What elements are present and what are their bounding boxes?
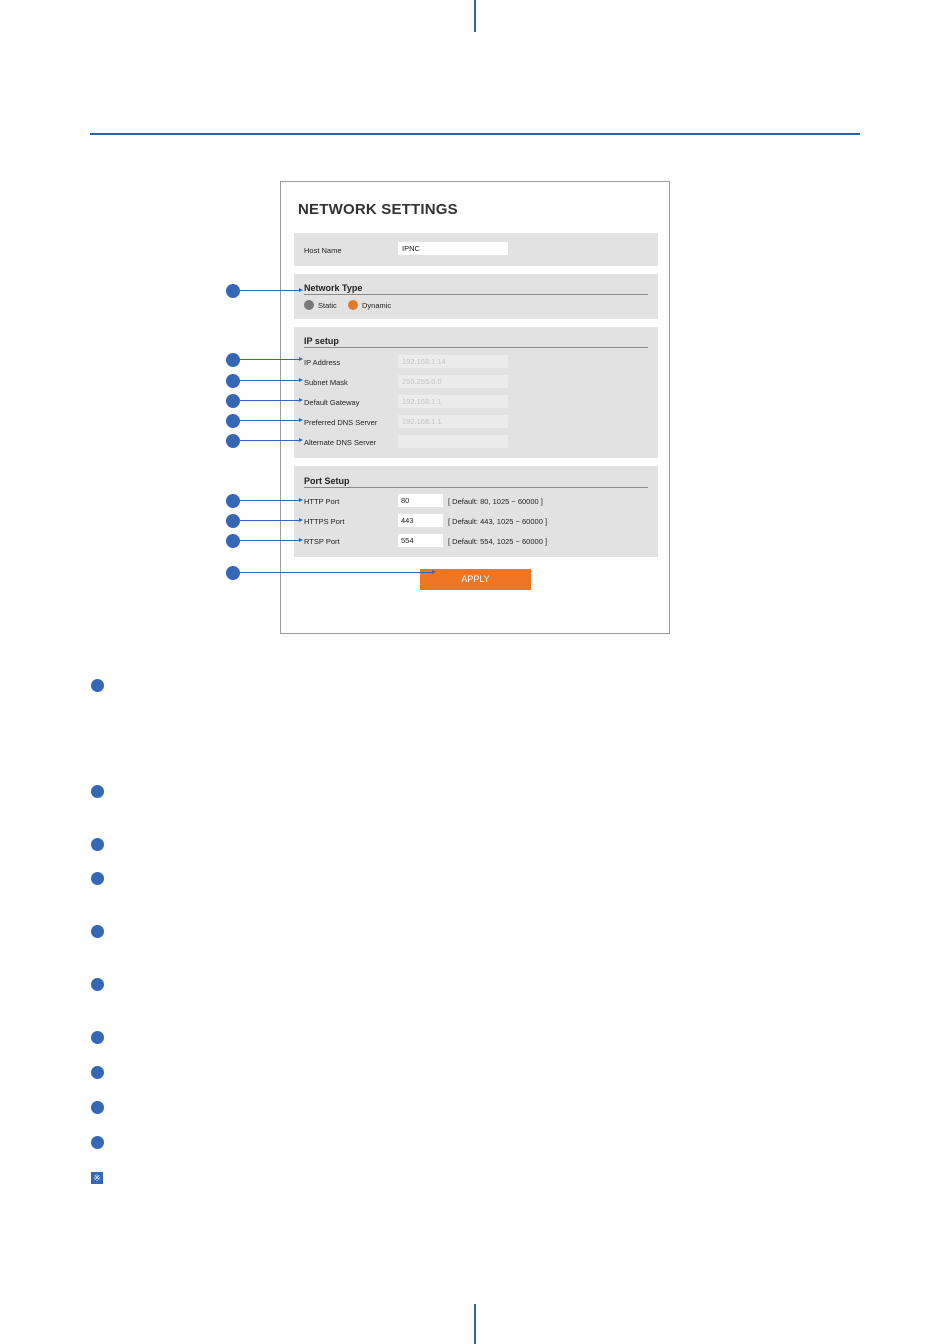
arrow-icon (299, 357, 303, 361)
section-rule (304, 487, 648, 488)
arrow-icon (299, 288, 303, 292)
alternate-dns-label: Alternate DNS Server (304, 438, 377, 447)
callout-icon (226, 284, 240, 298)
callout-icon (91, 1031, 104, 1044)
subnet-mask-label: Subnet Mask (304, 378, 348, 387)
radio-static-icon (304, 300, 314, 310)
callout-icon (226, 534, 240, 548)
arrow-icon (299, 538, 303, 542)
arrow-icon (299, 418, 303, 422)
note-icon: ※ (91, 1172, 103, 1184)
radio-static[interactable] (304, 300, 337, 310)
radio-dynamic-label: Dynamic (362, 300, 392, 310)
callout-icon (226, 514, 240, 528)
callout-icon (91, 925, 104, 938)
callout-icon (91, 872, 104, 885)
arrow-icon (432, 570, 436, 574)
subnet-mask-input[interactable]: 255.255.0.0 (398, 375, 508, 388)
ip-setup-heading: IP setup (304, 336, 339, 346)
callout-icon (226, 566, 240, 580)
rtsp-port-hint: [ Default: 554, 1025 ~ 60000 ] (448, 537, 548, 546)
callout-leader-line (240, 540, 299, 541)
bottom-page-marker (474, 1304, 476, 1344)
callout-leader-line (240, 420, 299, 421)
radio-dynamic[interactable] (348, 300, 391, 310)
section-rule (304, 347, 648, 348)
callout-icon (91, 838, 104, 851)
http-port-label: HTTP Port (304, 497, 340, 506)
ip-address-input[interactable]: 192.168.1.14 (398, 355, 508, 368)
arrow-icon (299, 438, 303, 442)
host-name-input[interactable]: IPNC (398, 242, 508, 255)
callout-icon (91, 978, 104, 991)
top-page-marker (474, 0, 476, 32)
host-name-section (294, 233, 658, 266)
callout-icon (226, 394, 240, 408)
rtsp-port-label: RTSP Port (304, 537, 340, 546)
callout-icon (91, 679, 104, 692)
panel-title: NETWORK SETTINGS (298, 201, 458, 218)
header-rule (90, 133, 860, 135)
apply-button[interactable]: APPLY (420, 569, 531, 590)
rtsp-port-input[interactable]: 554 (398, 534, 443, 547)
callout-leader-line (240, 400, 299, 401)
port-setup-heading: Port Setup (304, 476, 350, 486)
arrow-icon (299, 518, 303, 522)
port-setup-section (294, 466, 658, 557)
section-rule (304, 294, 648, 295)
preferred-dns-label: Preferred DNS Server (304, 418, 378, 427)
https-port-input[interactable]: 443 (398, 514, 443, 527)
network-type-section (294, 274, 658, 319)
callout-leader-line (240, 359, 299, 360)
network-type-heading: Network Type (304, 283, 363, 293)
callout-leader-line (240, 520, 299, 521)
network-settings-panel (280, 181, 670, 634)
callout-icon (226, 374, 240, 388)
default-gateway-label: Default Gateway (304, 398, 360, 407)
callout-icon (91, 1136, 104, 1149)
host-name-label: Host Name (304, 246, 342, 255)
callout-icon (91, 785, 104, 798)
callout-leader-line (240, 500, 299, 501)
arrow-icon (299, 398, 303, 402)
preferred-dns-input[interactable]: 192.168.1.1 (398, 415, 508, 428)
callout-icon (91, 1066, 104, 1079)
ip-address-label: IP Address (304, 358, 341, 367)
callout-icon (226, 434, 240, 448)
callout-icon (91, 1101, 104, 1114)
callout-icon (226, 494, 240, 508)
callout-leader-line (240, 572, 432, 573)
radio-dynamic-icon (348, 300, 358, 310)
http-port-hint: [ Default: 80, 1025 ~ 60000 ] (448, 497, 543, 506)
callout-leader-line (240, 440, 299, 441)
https-port-hint: [ Default: 443, 1025 ~ 60000 ] (448, 517, 548, 526)
arrow-icon (299, 498, 303, 502)
default-gateway-input[interactable]: 192.168.1.1 (398, 395, 508, 408)
arrow-icon (299, 378, 303, 382)
alternate-dns-input[interactable] (398, 435, 508, 448)
callout-leader-line (240, 290, 299, 291)
radio-static-label: Static (318, 300, 337, 310)
callout-icon (226, 353, 240, 367)
https-port-label: HTTPS Port (304, 517, 345, 526)
http-port-input[interactable]: 80 (398, 494, 443, 507)
callout-leader-line (240, 380, 299, 381)
callout-icon (226, 414, 240, 428)
ip-setup-section (294, 327, 658, 458)
